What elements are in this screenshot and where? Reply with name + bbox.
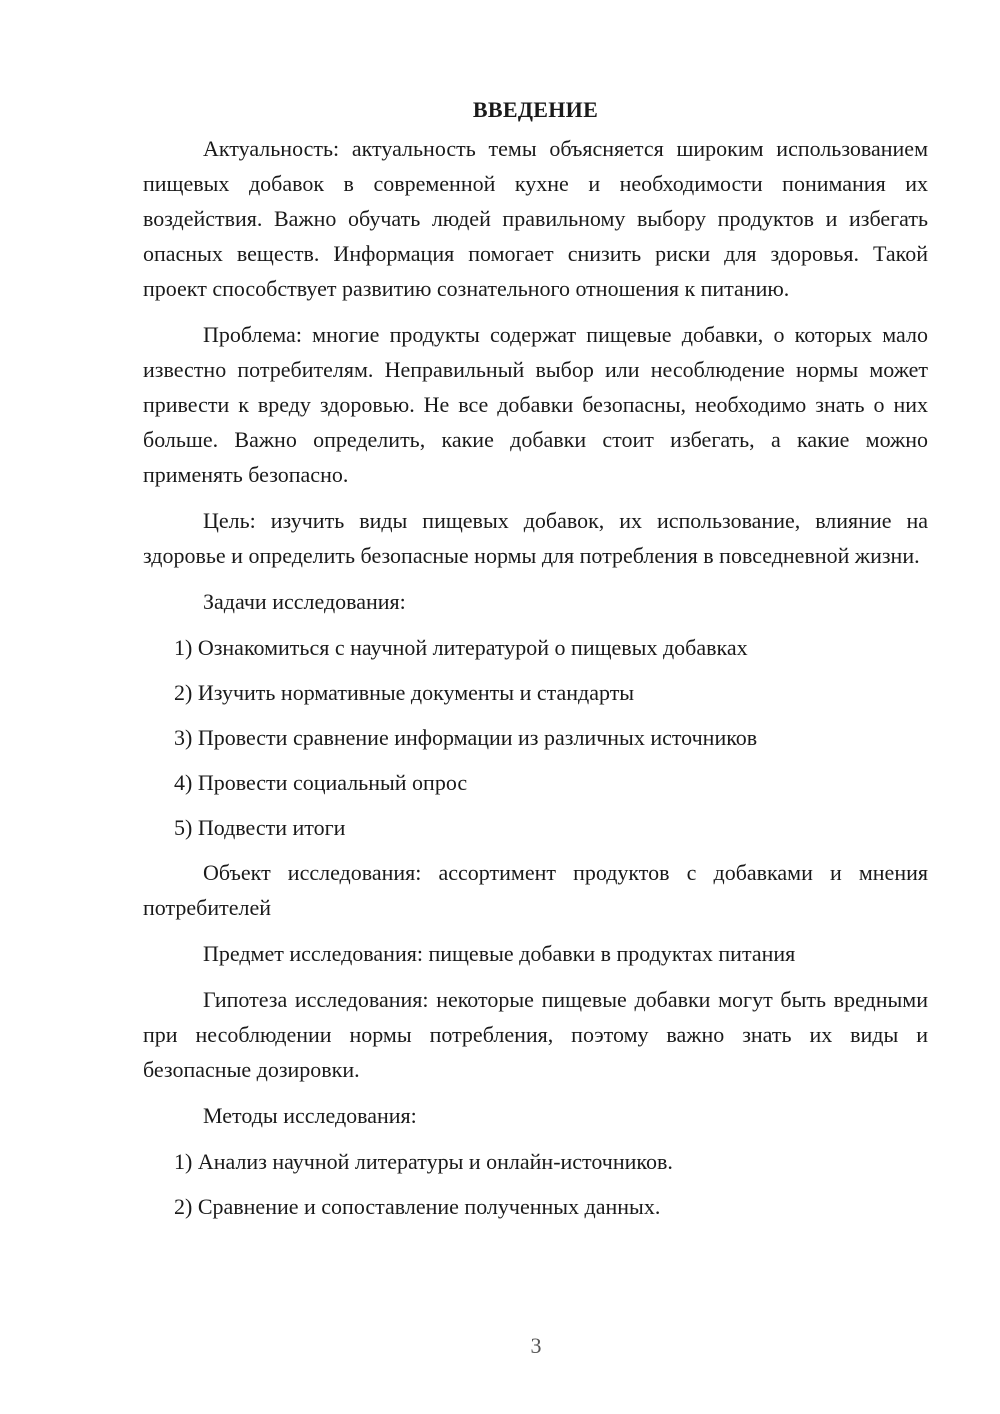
methods-heading: Методы исследования: bbox=[203, 1103, 417, 1128]
paragraph-hypothesis: Гипотеза исследования: некоторые пищевые добавки могут быть вредными при несоблюдении нормы потребления, поэтому важно знать их виды и безопасные дозировки. bbox=[143, 987, 928, 1082]
page-number: 3 bbox=[530, 1333, 542, 1358]
paragraph-problem: Проблема: многие продукты содержат пищевые добавки, о которых мало известно потребителям. Неправильный выбор или несоблюдение нормы может привести к вреду здоровью. Не все добавки безопасны, необходимо знать о них больше. Важно определить, какие добавки стоит избегать, а какие можно применять безопасно. bbox=[143, 322, 928, 487]
list-item-task-1: 1) Ознакомиться с научной литературой о пищевых добавках bbox=[174, 635, 748, 660]
list-item-task-5: 5) Подвести итоги bbox=[174, 815, 346, 840]
document-page bbox=[143, 92, 928, 1234]
methods-list bbox=[143, 1144, 928, 1224]
list-item-method-2: 2) Сравнение и сопоставление полученных данных. bbox=[174, 1194, 661, 1219]
section-title: ВВЕДЕНИЕ bbox=[472, 97, 599, 122]
tasks-heading: Задачи исследования: bbox=[203, 589, 406, 614]
list-item-task-3: 3) Провести сравнение информации из различных источников bbox=[174, 725, 758, 750]
list-item-task-4: 4) Провести социальный опрос bbox=[174, 770, 468, 795]
list-item-task-2: 2) Изучить нормативные документы и стандарты bbox=[174, 680, 635, 705]
paragraph-goal: Цель: изучить виды пищевых добавок, их использование, влияние на здоровье и определить безопасные нормы для потребления в повседневной жизни. bbox=[143, 508, 928, 568]
paragraph-object: Объект исследования: ассортимент продуктов с добавками и мнения потребителей bbox=[143, 860, 928, 920]
tasks-list bbox=[143, 630, 928, 845]
paragraph-subject: Предмет исследования: пищевые добавки в продуктах питания bbox=[203, 941, 796, 966]
paragraph-relevance: Актуальность: актуальность темы объясняется широким использованием пищевых добавок в современной кухне и необходимости понимания их воздействия. Важно обучать людей правильному выбору продуктов и избегать опасных веществ. Информация помогает снизить риски для здоровья. Такой проект способствует развитию сознательного отношения к питанию. bbox=[143, 136, 928, 301]
list-item-method-1: 1) Анализ научной литературы и онлайн-источников. bbox=[174, 1149, 673, 1174]
